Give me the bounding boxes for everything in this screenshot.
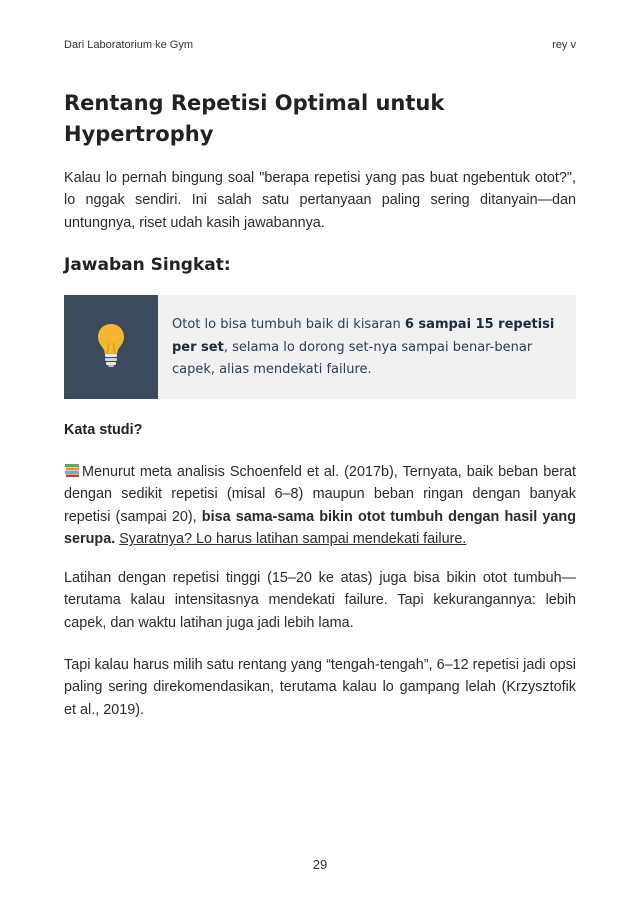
study-paragraph xyxy=(64,461,576,551)
callout-icon-panel xyxy=(64,295,158,399)
study-text-bold: bisa sama-sama bikin otot tumbuh dengan hasil yang serupa. xyxy=(64,508,577,548)
study-text: Menurut meta analisis Schoenfeld et al. (2017b), Ternyata, baik beban berat dengan sedikit repetisi (misal 6–8) maupun beban ringan dengan banyak repetisi (sampai 20), xyxy=(64,464,576,525)
callout-text-start: Otot lo bisa tumbuh baik di kisaran xyxy=(172,317,405,332)
high-reps-paragraph: Latihan dengan repetisi tinggi (15–20 ke atas) juga bisa bikin otot tumbuh—terutama kalau intensitasnya mendekati failure. Tapi kekurangannya: lebih capek, dan waktu latihan juga jadi lebih lama. xyxy=(64,570,576,631)
chapter-title: Rentang Repetisi Optimal untuk Hypertrophy xyxy=(64,91,445,146)
intro-paragraph: Kalau lo pernah bingung soal "berapa repetisi yang pas buat ngebentuk otot?", lo nggak sendiri. Ini salah satu pertanyaan paling sering ditanyain—dan untungnya, riset udah kasih jawabannya. xyxy=(64,170,576,231)
study-heading: Kata studi? xyxy=(64,422,143,438)
running-header xyxy=(64,39,576,51)
tip-callout xyxy=(64,295,576,399)
study-text-underlined: Syaratnya? Lo harus latihan sampai mendekati failure. xyxy=(119,531,467,548)
books-icon xyxy=(64,462,80,478)
header-book-title: Dari Laboratorium ke Gym xyxy=(64,39,193,51)
header-author: rey v xyxy=(552,39,576,51)
lightbulb-icon xyxy=(96,321,126,373)
callout-text-bold: 6 sampai 15 repetisi per set xyxy=(172,317,555,355)
page-number: 29 xyxy=(312,857,328,872)
short-answer-heading: Jawaban Singkat: xyxy=(64,255,231,275)
callout-text-end: , selama lo dorong set-nya sampai benar-benar capek, alias mendekati failure. xyxy=(172,339,533,377)
callout-text xyxy=(158,295,576,399)
middle-range-paragraph: Tapi kalau harus milih satu rentang yang “tengah-tengah”, 6–12 repetisi jadi opsi paling sering direkomendasikan, terutama kalau lo gampang lelah (Krzysztofik et al., 2019). xyxy=(64,657,576,718)
